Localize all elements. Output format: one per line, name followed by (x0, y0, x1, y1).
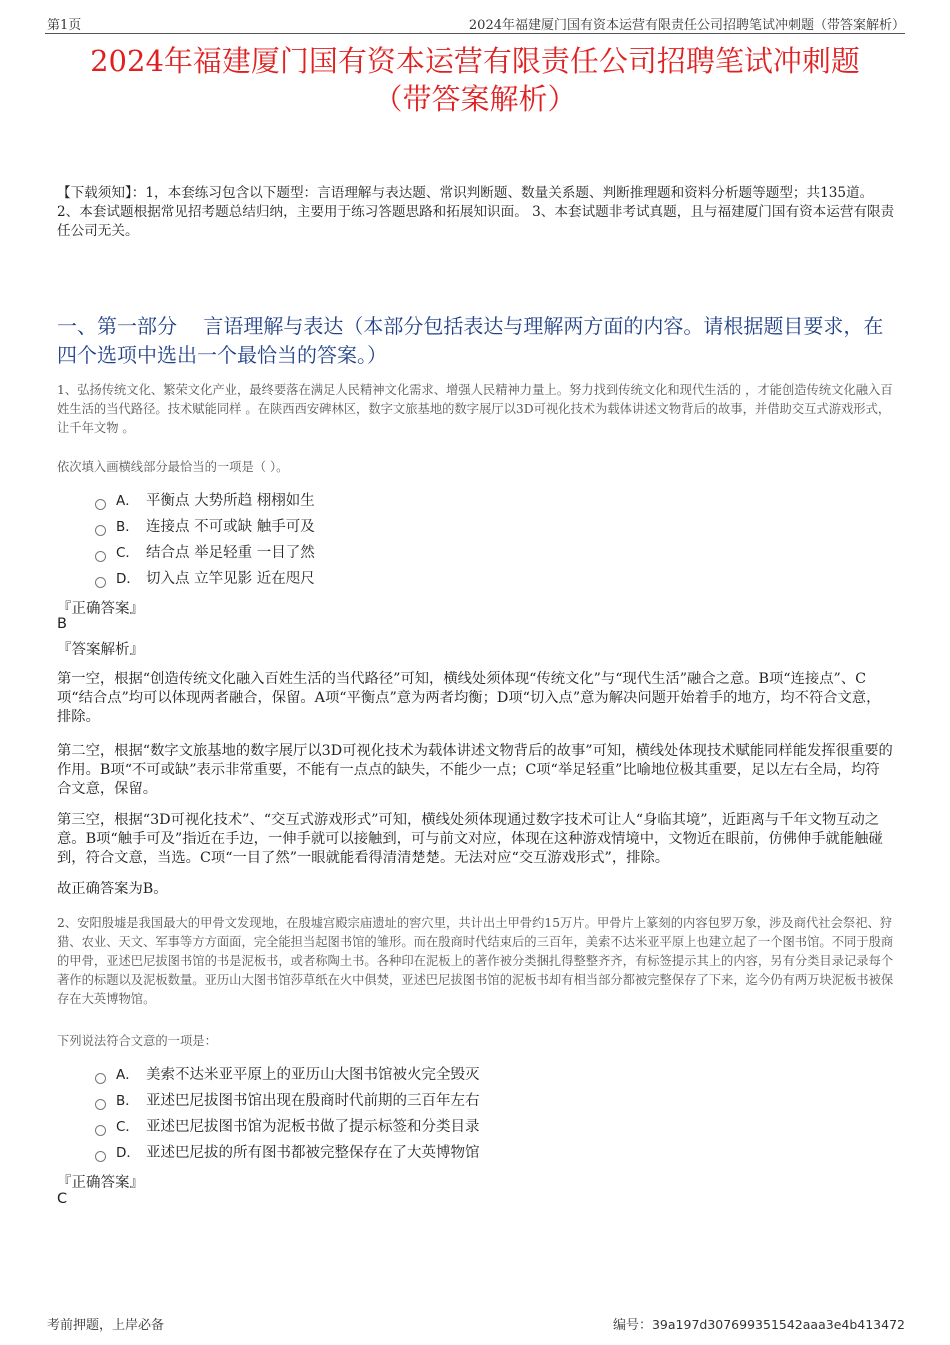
option-letter: D． (116, 1145, 140, 1161)
option-text: 亚述巴尼拔图书馆为泥板书做了提示标签和分类目录 (146, 1119, 480, 1135)
footer-slogan: 考前押题，上岸必备 (47, 1318, 165, 1333)
footer-code-value: 39a197d307699351542aaa3e4b413472 (651, 1317, 905, 1332)
option-letter: B． (116, 519, 139, 535)
page-title (40, 42, 910, 118)
question-1-text: 1、弘扬传统文化、繁荣文化产业，最终要落在满足人民精神文化需求、增强人民精神力量上。努力找到传统文化和现代生活的 ，才能创造传统文化融入百姓生活的当代路径。技术赋能同样 。在陕西西安碑林区，数字文旅基地的数字展厅以3D可视化技术为载体讲述文物背后的故事，并借助交互式游戏形式，让千年文物 。 (57, 383, 893, 435)
radio-icon[interactable] (95, 577, 106, 588)
download-notice: 【下载须知】：1，本套练习包含以下题型：言语理解与表达题、常识判断题、数量关系题、判断推理题和资料分析题等题型；共135道。 2、本套试题根据常见招考题总结归纳，主要用于练习答题思路和拓展知识面。 3、本套试题非考试真题，且与福建厦门国有资本运营有限责任公司无关。 (57, 185, 895, 239)
analysis-paragraph-3: 第三空，根据“3D可视化技术”、“交互式游戏形式”可知，横线处须体现通过数字技术可让人“身临其境”，近距离与千年文物互动之意。B项“触手可及”指近在手边，一伸手就可以接触到，可与前文对应，体现在这种游戏情境中，文物近在眼前，仿佛伸手就能触碰到，符合文意，当选。C项“一目了然”一眼就能看得清清楚楚。无法对应“交互游戏形式”，排除。 (57, 812, 883, 866)
option-text: 平衡点 大势所趋 栩栩如生 (146, 493, 315, 509)
question-2-prompt: 下列说法符合文意的一项是： (57, 1034, 217, 1048)
question-1-option-b[interactable] (95, 514, 615, 540)
question-1-prompt: 依次填入画横线部分最恰当的一项是（ ）。 (57, 460, 289, 474)
option-letter: C． (116, 545, 139, 561)
option-text: 美索不达米亚平原上的亚历山大图书馆被火完全毁灭 (146, 1067, 480, 1083)
question-2-option-d[interactable] (95, 1140, 615, 1166)
radio-icon[interactable] (95, 525, 106, 536)
footer-document-code (613, 1314, 905, 1333)
option-letter: A． (116, 493, 139, 509)
question-2-option-c[interactable] (95, 1114, 615, 1140)
page-number: 第1页 (47, 18, 82, 33)
question-1-option-c[interactable] (95, 540, 615, 566)
page-title-line-1: 2024年福建厦门国有资本运营有限责任公司招聘笔试冲刺题 (90, 44, 860, 78)
radio-icon[interactable] (95, 551, 106, 562)
option-text: 切入点 立竿见影 近在咫尺 (146, 571, 315, 587)
question-2-answer: C (57, 1191, 68, 1207)
question-1-option-d[interactable] (95, 566, 615, 592)
running-header-title: 2024年福建厦门国有资本运营有限责任公司招聘笔试冲刺题（带答案解析） (468, 18, 905, 33)
radio-icon[interactable] (95, 1073, 106, 1084)
radio-icon[interactable] (95, 1125, 106, 1136)
question-1-option-a[interactable] (95, 488, 615, 514)
question-2-options (95, 1062, 615, 1166)
question-1-answer: B (57, 616, 67, 632)
analysis-paragraph-1: 第一空，根据“创造传统文化融入百姓生活的当代路径”可知，横线处须体现“传统文化”与“现代生活”融合之意。B项“连接点”、C项“结合点”均可以体现两者融合，保留。A项“平衡点”意为两者均衡；D项“切入点”意为解决问题开始着手的地方，均不符合文意，排除。 (57, 671, 881, 725)
option-letter: D． (116, 571, 140, 587)
question-2-answer-label: 『正确答案』 (57, 1175, 144, 1191)
section-heading: 一、第一部分 言语理解与表达（本部分包括表达与理解两方面的内容。请根据题目要求，在四个选项中选出一个最恰当的答案。） (57, 314, 884, 367)
radio-icon[interactable] (95, 1099, 106, 1110)
radio-icon[interactable] (95, 499, 106, 510)
question-1-answer-label: 『正确答案』 (57, 601, 144, 617)
analysis-conclusion: 故正确答案为B。 (57, 881, 168, 897)
footer-code-label: 编号： (612, 1318, 652, 1333)
question-1-analysis-label: 『答案解析』 (57, 642, 144, 658)
analysis-paragraph-2: 第二空，根据“数字文旅基地的数字展厅以3D可视化技术为载体讲述文物背后的故事”可知，横线处体现技术赋能同样能发挥很重要的作用。B项“不可或缺”表示非常重要，不能有一点点的缺失，不能少一点；C项“举足轻重”比喻地位极其重要，足以左右全局，均符合文意，保留。 (57, 743, 893, 797)
header-divider (45, 33, 905, 34)
question-2-option-a[interactable] (95, 1062, 615, 1088)
option-letter: C． (116, 1119, 139, 1135)
radio-icon[interactable] (95, 1151, 106, 1162)
option-text: 亚述巴尼拔的所有图书都被完整保存在了大英博物馆 (146, 1145, 480, 1161)
option-text: 结合点 举足轻重 一目了然 (146, 545, 315, 561)
option-text: 连接点 不可或缺 触手可及 (146, 519, 315, 535)
page-title-line-2: （带答案解析） (373, 82, 577, 116)
option-letter: A． (116, 1067, 139, 1083)
question-2-text: 2、安阳殷墟是我国最大的甲骨文发现地，在殷墟宫殿宗庙遗址的窖穴里，共计出土甲骨约15万片。甲骨片上篆刻的内容包罗万象，涉及商代社会祭祀、狩猎、农业、天文、军事等方方面面，完全能担当起图书馆的雏形。而在殷商时代结束后的三百年，美索不达米亚平原上也建立起了一个图书馆。不同于殷商的甲骨，亚述巴尼拔图书馆的书是泥板书，或者称陶土书。各种印在泥板上的著作被分类捆扎得整整齐齐，有标签提示其上的内容，另有分类目录记录每个著作的标题以及泥板数量。亚历山大图书馆莎草纸在火中俱焚，亚述巴尼拔图书馆的泥板书却有相当部分都被完整保存了下来，迄今仍有两万块泥板书被保存在大英博物馆。 (57, 916, 894, 1006)
question-1-options (95, 488, 615, 592)
question-2-option-b[interactable] (95, 1088, 615, 1114)
option-text: 亚述巴尼拔图书馆出现在殷商时代前期的三百年左右 (146, 1093, 480, 1109)
option-letter: B． (116, 1093, 139, 1109)
